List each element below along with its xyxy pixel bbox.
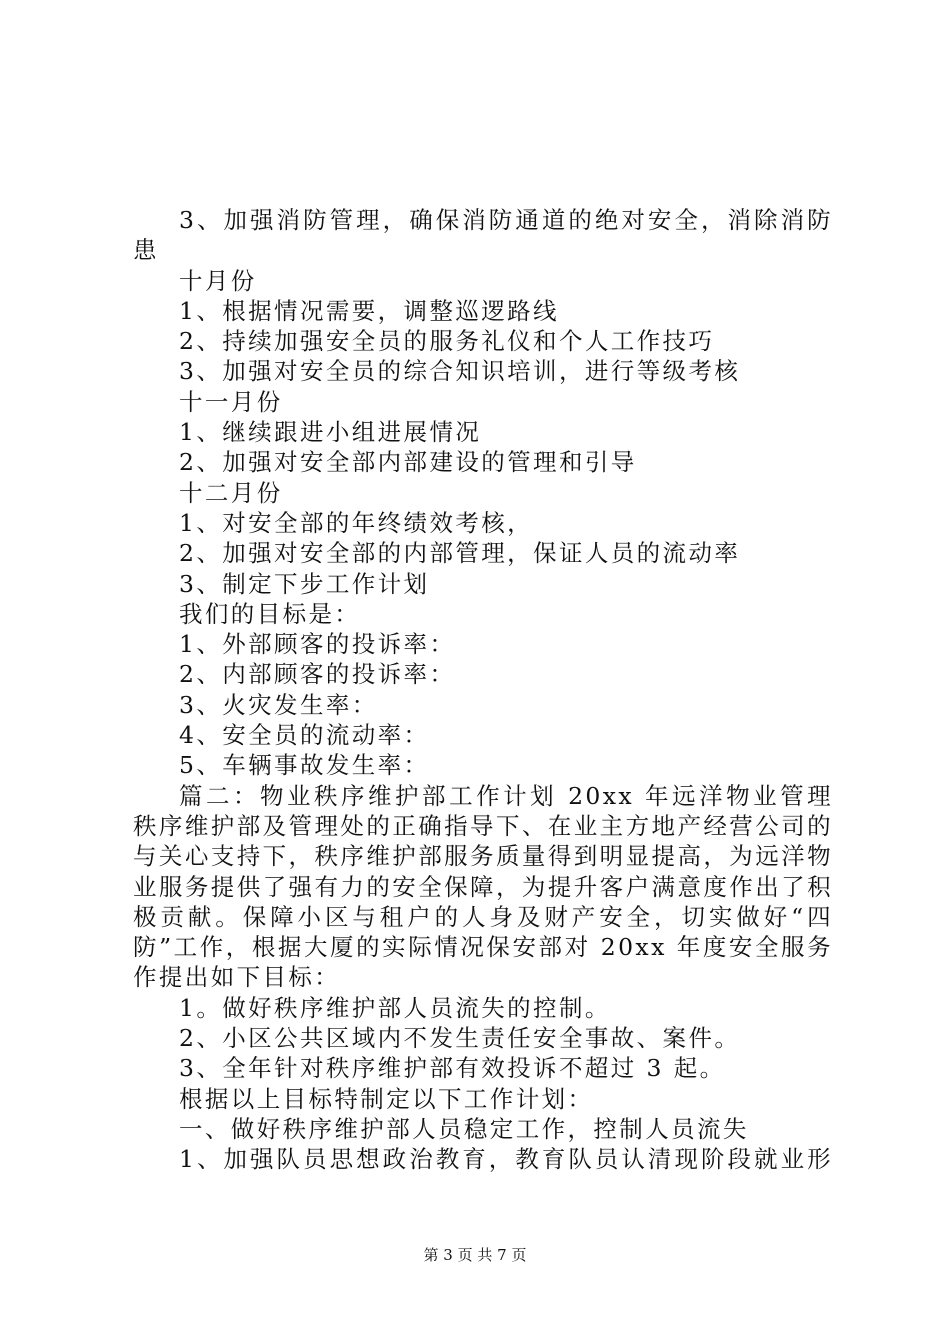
text-line: 3、加强消防管理，确保消防通道的绝对安全，消除消防	[179, 206, 833, 234]
goals-heading: 我们的目标是：	[179, 599, 361, 628]
text-line: 篇二：物业秩序维护部工作计划 20xx 年远洋物业管理	[179, 781, 833, 810]
text-line: 与关心支持下，秩序维护部服务质量得到明显提高，为远洋物	[133, 842, 833, 871]
text-line: 业服务提供了强有力的安全保障，为提升客户满意度作出了积	[133, 872, 833, 901]
text-line: 1、加强队员思想政治教育，教育队员认清现阶段就业形	[179, 1145, 833, 1174]
section-heading-november: 十一月份	[179, 387, 283, 416]
text-line: 4、安全员的流动率：	[179, 721, 430, 750]
text-line: 2、小区公共区域内不发生责任安全事故、案件。	[179, 1024, 741, 1053]
text-line: 5、车辆事故发生率：	[179, 751, 430, 780]
text-line: 2、加强对安全部内部建设的管理和引导	[179, 448, 637, 477]
text-line: 作提出如下目标：	[133, 963, 341, 992]
text-line: 3、制定下步工作计划	[179, 569, 430, 598]
text-line: 3、全年针对秩序维护部有效投诉不超过 3 起。	[179, 1054, 726, 1083]
text-line: 1、外部顾客的投诉率：	[179, 630, 456, 659]
text-line: 1、继续跟进小组进展情况	[179, 418, 482, 447]
text-line: 秩序维护部及管理处的正确指导下、在业主方地产经营公司的	[133, 811, 833, 840]
page-number-footer: 第 3 页 共 7 页	[423, 1246, 527, 1264]
text-line: 患	[133, 236, 159, 265]
text-line: 防”工作，根据大厦的实际情况保安部对 20xx 年度安全服务	[133, 933, 833, 962]
text-line: 2、内部顾客的投诉率：	[179, 660, 456, 689]
text-line: 一、做好秩序维护部人员稳定工作，控制人员流失	[179, 1114, 749, 1143]
document-body	[133, 205, 833, 1175]
text-line: 1、根据情况需要，调整巡逻路线	[179, 296, 559, 325]
text-line: 1。做好秩序维护部人员流失的控制。	[179, 993, 611, 1022]
text-line: 3、加强对安全员的综合知识培训，进行等级考核	[179, 357, 741, 386]
text-line: 2、持续加强安全员的服务礼仪和个人工作技巧	[179, 327, 715, 356]
text-line: 3、火灾发生率：	[179, 690, 378, 719]
text-line: 极贡献。保障小区与租户的人身及财产安全，切实做好“四	[133, 902, 833, 931]
text-line: 根据以上目标特制定以下工作计划：	[179, 1084, 594, 1113]
text-line: 2、加强对安全部的内部管理，保证人员的流动率	[179, 539, 741, 568]
text-line: 1、对安全部的年终绩效考核，	[179, 508, 534, 537]
section-heading-october: 十月份	[179, 266, 257, 295]
section-heading-december: 十二月份	[179, 478, 283, 507]
